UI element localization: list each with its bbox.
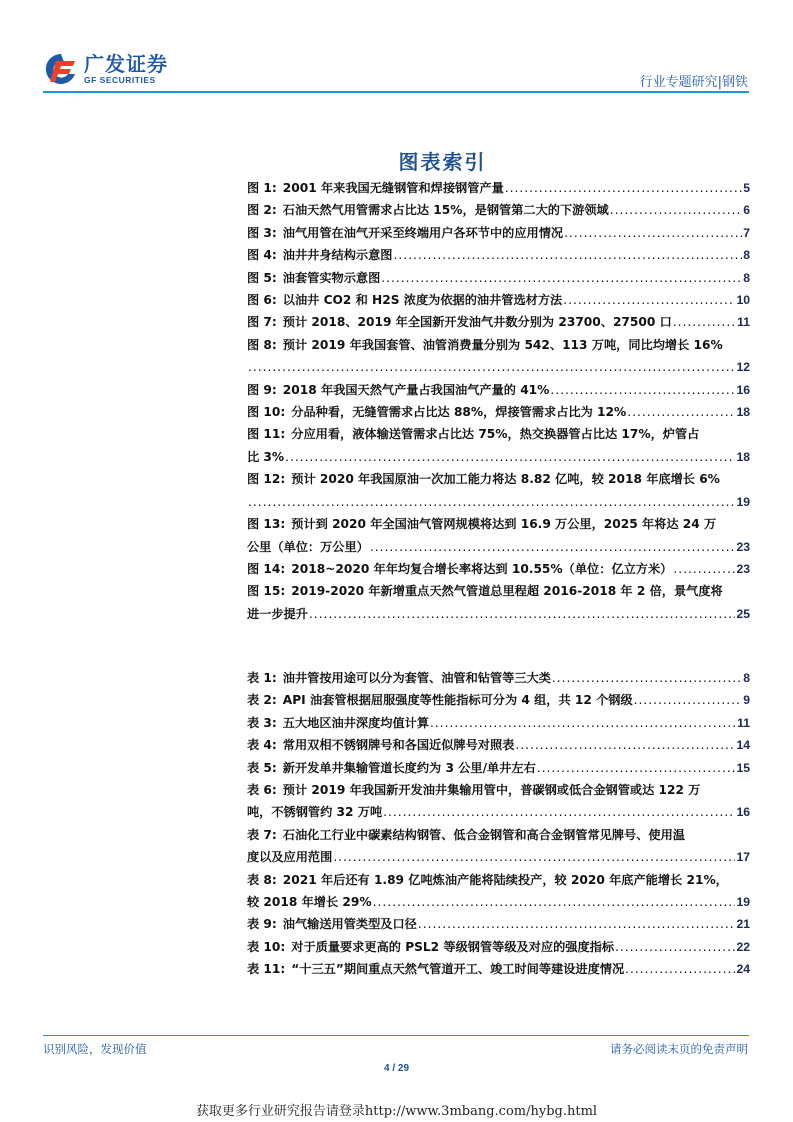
entry-label: 图 12: [247,472,286,487]
page-number: 23 [736,539,750,554]
footer-divider [43,1035,749,1036]
entry-title: 石油天然气用管需求占比达 15%，是钢管第二大的下游领域 [282,203,609,218]
page-number: 24 [736,962,750,977]
page-number: 16 [736,805,750,820]
figure-index-entry[interactable] [247,244,750,266]
page-title: 图表索引 [398,150,487,174]
page-number: 8 [743,671,750,685]
dot-leader [564,222,742,244]
table-index-entry[interactable] [247,734,750,756]
report-category: 行业专题研究|钢铁 [639,75,748,90]
dot-leader [373,891,736,913]
entry-label: 图 2: [247,203,277,218]
dot-leader [552,667,742,689]
dot-leader [248,491,735,513]
entry-label: 表 4: [247,738,277,753]
dot-leader [625,958,735,980]
dot-leader [673,311,736,333]
footer-slogan: 识别风险，发现价值 [43,1042,147,1056]
entry-label: 图 9: [247,382,277,397]
entry-label: 图 3: [247,225,277,240]
gf-logo-icon [44,52,78,86]
entry-label: 表 10: [247,939,286,954]
entry-title: 预计 2019 年我国新开发油井集输用管中，普碳钢或低合金钢管或达 122 万 [282,783,701,798]
figure-index-entry[interactable] [247,289,750,311]
dot-leader [610,199,743,221]
entry-title: 油气输送用管类型及口径 [282,917,417,932]
dot-leader [627,401,735,423]
entry-label: 图 13: [247,517,286,532]
dot-leader [673,558,735,580]
entry-title: 常用双相不锈钢牌号和各国近似牌号对照表 [282,738,515,753]
brand-name-cn: 广发证券 [84,52,168,76]
entry-title: 预计 2018、2019 年全国新开发油气井数分别为 23700、27500 口 [282,315,672,330]
entry-title-continued: 进一步提升 [247,606,308,621]
figure-index-entry[interactable] [247,334,750,379]
table-index-entry[interactable] [247,869,750,914]
footer-disclaimer: 请务必阅读末页的免责声明 [610,1042,748,1056]
entry-title: 分应用看，液体输送管需求占比达 75%，热交换器管占比达 17%，炉管占 [291,427,700,442]
entry-label: 表 6: [247,783,277,798]
page-number: 17 [736,850,750,865]
dot-leader [381,267,742,289]
entry-label: 图 4: [247,248,277,263]
entry-title: 油套管实物示意图 [282,270,381,285]
entry-title: 预计 2020 年我国原油一次加工能力将达 8.82 亿吨，较 2018 年底增长 6% [291,472,720,487]
page-number: 19 [736,494,750,509]
entry-label: 图 14: [247,561,286,576]
page-number: 5 [743,181,750,195]
entry-label: 图 15: [247,584,286,599]
figure-index-entry[interactable] [247,401,750,423]
page-number: 16 [736,382,750,397]
entry-label: 图 11: [247,427,286,442]
entry-label: 图 1: [247,181,277,195]
entry-title: 2021 年后还有 1.89 亿吨炼油产能将陆续投产，较 2020 年底产能增长 21%， [282,872,728,887]
figure-index-entry[interactable] [247,379,750,401]
entry-label: 图 6: [247,293,277,308]
entry-title: 五大地区油井深度均值计算 [282,715,430,730]
dot-leader [285,446,735,468]
dot-leader [615,936,735,958]
figure-index-entry[interactable] [247,311,750,333]
entry-title: 预计 2019 年我国套管、油管消费量分别为 542、113 万吨，同比均增长 16% [282,337,723,352]
figure-index-entry[interactable] [247,267,750,289]
entry-title-continued: 吨，不锈钢管约 32 万吨 [247,805,383,820]
page-number: 18 [736,449,750,464]
figure-index-entry[interactable] [247,177,750,199]
table-index-entry[interactable] [247,757,750,779]
figure-index-entry[interactable] [247,580,750,625]
table-index-entry[interactable] [247,712,750,734]
page-number: 19 [736,895,750,910]
entry-label: 表 11: [247,962,286,977]
table-index-entry[interactable] [247,958,750,980]
entry-title-continued: 比 3% [247,449,285,464]
entry-label: 图 7: [247,315,277,330]
figure-index [247,177,750,625]
brand-name-en: GF SECURITIES [84,75,156,85]
entry-label: 表 8: [247,872,277,887]
figure-index-entry[interactable] [247,468,750,513]
page-number: 7 [743,225,750,240]
table-index-entry[interactable] [247,689,750,711]
dot-leader [370,536,736,558]
page-number: 8 [743,248,750,263]
figure-index-entry[interactable] [247,558,750,580]
page-number: 11 [737,715,750,730]
dot-leader [393,244,742,266]
entry-label: 图 5: [247,270,277,285]
entry-label: 图 10: [247,405,286,420]
header-divider [43,91,749,93]
entry-title: 油井井身结构示意图 [282,248,393,263]
figure-index-entry[interactable] [247,222,750,244]
dot-leader [383,801,735,823]
table-index [247,667,750,981]
dot-leader [515,734,735,756]
entry-title: 2018 年我国天然气产量占我国油气产量的 41% [282,382,550,397]
entry-title-continued: 公里（单位：万公里） [247,539,369,554]
table-index-entry[interactable] [247,779,750,824]
entry-label: 表 3: [247,715,277,730]
entry-title: 油井管按用途可以分为套管、油管和钻管等三大类 [282,671,551,685]
dot-leader [634,689,743,711]
page-number: 12 [736,360,750,375]
entry-title: 2019-2020 年新增重点天然气管道总里程超 2016-2018 年 2 倍，景气度将 [291,584,723,599]
page-number: 15 [736,760,750,775]
page-number: 22 [736,939,750,954]
table-index-entry[interactable] [247,913,750,935]
entry-label: 表 2: [247,693,277,708]
page-number: 9 [743,693,750,708]
dot-leader [418,913,736,935]
entry-title: 对于质量要求更高的 PSL2 等级钢管等级及对应的强度指标 [291,939,615,954]
entry-label: 表 9: [247,917,277,932]
dot-leader [248,356,735,378]
table-index-entry[interactable] [247,667,750,689]
page-number: 6 [743,203,750,218]
page-number: 14 [736,738,750,753]
figure-index-entry[interactable] [247,199,750,221]
dot-leader [430,712,736,734]
page-number: 25 [736,606,750,621]
table-index-entry[interactable] [247,936,750,958]
page-number: 8 [743,270,750,285]
entry-label: 表 5: [247,760,277,775]
entry-title: “十三五”期间重点天然气管道开工、竣工时间等建设进度情况 [291,962,625,977]
page-number: 21 [736,917,750,932]
entry-label: 表 1: [247,671,277,685]
dot-leader [333,846,735,868]
entry-title-continued: 度以及应用范围 [247,850,333,865]
page-indicator: 4 / 29 [383,1063,410,1074]
entry-title: 新开发单井集输管道长度约为 3 公里/单井左右 [282,760,536,775]
watermark-text: 获取更多行业研究报告请登录http://www.3mbang.com/hybg.html [195,1104,598,1119]
table-index-entry[interactable] [247,824,750,869]
entry-label: 图 8: [247,337,277,352]
entry-title: 2018~2020 年年均复合增长率将达到 10.55%（单位：亿立方米） [291,561,673,576]
entry-title-continued: 较 2018 年增长 29% [247,895,372,910]
dot-leader [505,177,742,199]
dot-leader [537,757,736,779]
dot-leader [309,603,736,625]
entry-title: 分品种看，无缝管需求占比达 88%，焊接管需求占比为 12% [291,405,627,420]
entry-title: 2001 年来我国无缝钢管和焊接钢管产量 [282,181,504,195]
page-number: 10 [736,293,750,308]
entry-title: 油气用管在油气开采至终端用户各环节中的应用情况 [282,225,564,240]
page-number: 18 [736,405,750,420]
brand-logo [44,52,168,86]
figure-index-entry[interactable] [247,423,750,468]
entry-title: API 油套管根据屈服强度等性能指标可分为 4 组，共 12 个钢级 [282,693,633,708]
dot-leader [563,289,735,311]
figure-index-entry[interactable] [247,513,750,558]
page-number: 23 [736,561,750,576]
entry-title: 石油化工行业中碳素结构钢管、低合金钢管和高合金钢管常见牌号、使用温 [282,827,685,842]
dot-leader [550,379,735,401]
entry-label: 表 7: [247,827,277,842]
entry-title: 以油井 CO2 和 H2S 浓度为依据的油井管选材方法 [282,293,563,308]
page-number: 11 [737,315,750,330]
entry-title: 预计到 2020 年全国油气管网规模将达到 16.9 万公里，2025 年将达 24 万 [291,517,717,532]
